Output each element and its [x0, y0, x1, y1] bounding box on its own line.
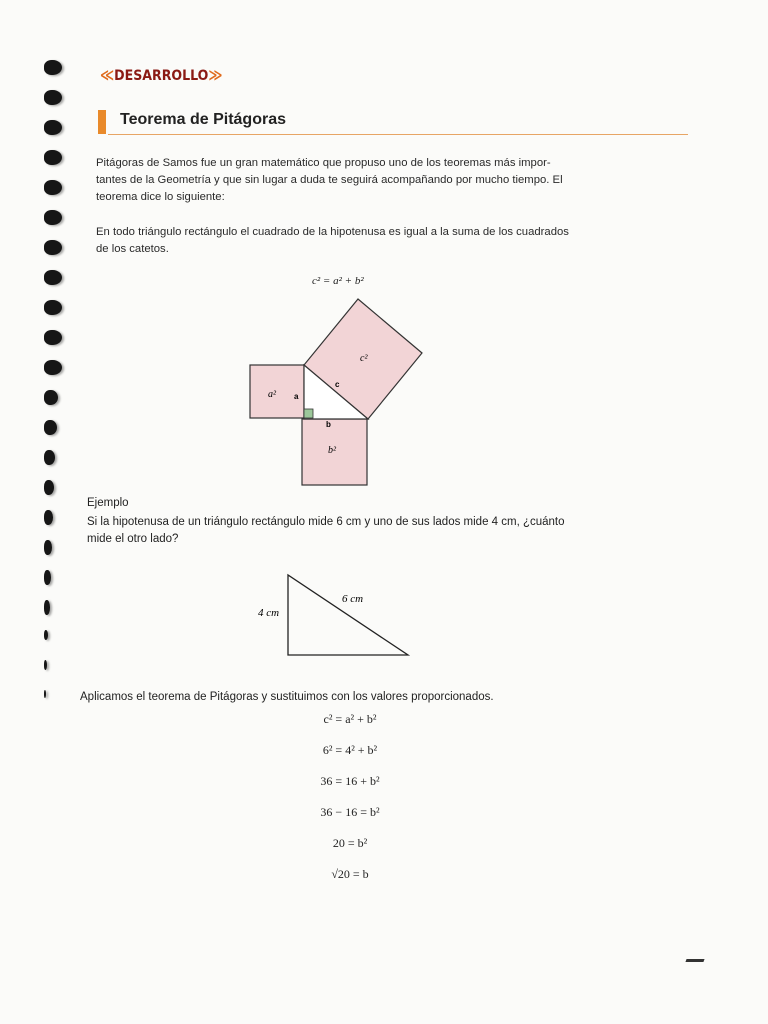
- binding-hole: [44, 390, 58, 405]
- theorem-line: En todo triángulo rectángulo el cuadrado de la hipotenusa es igual a la suma de los cuadrados: [96, 226, 569, 238]
- leg-label: 4 cm: [258, 607, 280, 619]
- binding-hole: [44, 120, 62, 135]
- binding-hole: [44, 450, 55, 465]
- binding-hole: [44, 300, 62, 315]
- binding-hole: [44, 570, 51, 585]
- binding-hole: [44, 600, 50, 615]
- intro-line: Pitágoras de Samos fue un gran matemático que propuso uno de los teoremas más impor-: [96, 157, 551, 169]
- equation-step: 36 − 16 = b²: [320, 805, 380, 819]
- example-triangle: [250, 568, 430, 673]
- intro-line: tantes de la Geometría y que sin lugar a duda te seguirá acompañando por mucho tiempo. El: [96, 174, 563, 186]
- triangle-shape: [288, 575, 408, 655]
- theorem-statement: [96, 224, 616, 258]
- pythagoras-figure: [240, 295, 440, 495]
- chevron-left-icon: ≪: [100, 66, 115, 84]
- binding-hole: [44, 420, 57, 435]
- hypotenuse-label: 6 cm: [342, 593, 364, 605]
- solution-intro: Aplicamos el teorema de Pitágoras y sustituimos con los valores proporcionados.: [80, 691, 494, 703]
- theorem-line: de los catetos.: [96, 243, 169, 255]
- section-banner: [100, 66, 223, 84]
- intro-paragraph: [96, 155, 596, 206]
- right-angle-marker: [304, 409, 313, 418]
- binding-hole: [44, 150, 62, 165]
- chevron-right-icon: ≫: [208, 66, 223, 84]
- binding-hole: [44, 510, 53, 525]
- question-line: mide el otro lado?: [87, 533, 179, 545]
- intro-line: teorema dice lo siguiente:: [96, 191, 225, 203]
- side-a-label: a: [294, 392, 299, 401]
- equation-step: 20 = b²: [332, 836, 368, 850]
- example-question: [87, 514, 617, 548]
- square-a-label: a²: [268, 389, 276, 400]
- equation-step: c² = a² + b²: [323, 712, 377, 726]
- binding-hole: [44, 270, 62, 285]
- binding-hole: [44, 480, 54, 495]
- binding-hole: [44, 540, 52, 555]
- theorem-formula: c² = a² + b²: [312, 275, 364, 287]
- binding-hole: [44, 330, 62, 345]
- question-line: Si la hipotenusa de un triángulo rectángulo mide 6 cm y uno de sus lados mide 4 cm, ¿cuánto: [87, 516, 565, 528]
- binding-hole: [44, 90, 62, 105]
- spiral-binding: [30, 40, 80, 720]
- binding-hole: [44, 240, 62, 255]
- equation-step: 6² = 4² + b²: [322, 743, 378, 757]
- binding-hole: [44, 360, 62, 375]
- square-b-label: b²: [328, 445, 336, 456]
- binding-hole: [44, 180, 62, 195]
- title-underline: [108, 134, 688, 135]
- equation-step: √20 = b: [331, 867, 369, 881]
- title-accent-bar: [98, 110, 106, 134]
- side-c-label: c: [335, 380, 340, 389]
- square-c-label: c²: [360, 353, 368, 364]
- equation-step: 36 = 16 + b²: [320, 774, 380, 788]
- binding-hole: [44, 210, 62, 225]
- page-corner-mark: [685, 959, 704, 962]
- binding-hole: [44, 690, 46, 698]
- page-title: Teorema de Pitágoras: [120, 111, 286, 128]
- binding-hole: [44, 630, 48, 640]
- example-heading: Ejemplo: [87, 497, 129, 509]
- section-label: DESARROLLO: [114, 68, 209, 84]
- solution-steps: [240, 712, 460, 882]
- side-b-label: b: [326, 420, 331, 429]
- binding-hole: [44, 60, 62, 75]
- binding-hole: [44, 660, 47, 670]
